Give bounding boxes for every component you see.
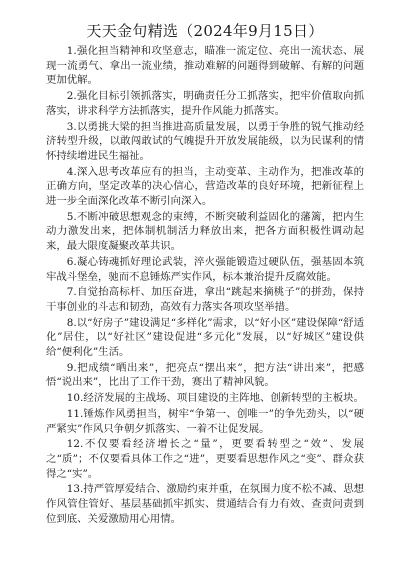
quote-item: 2.强化目标引领抓落实，明确责任分工抓落实，把牢价值取向抓落实，讲求科学方法抓落实，提升作风能力抓落实。 — [46, 90, 364, 117]
quote-item: 6.凝心铸魂抓好理论武装，淬火强能锻造过硬队伍，强基固本筑牢战斗堡垒，驰而不息锤炼严实作风，标本兼治提升反腐效能。 — [46, 255, 364, 283]
quote-item: 5.不断冲破思想观念的束缚，不断突破利益固化的藩篱，把内生动力激发出来，把体制机制活力释放出来，把各方面积极性调动起来，最大限度凝聚改革共识。 — [46, 210, 364, 253]
quote-item: 8.以“好房子”建设满足“多样化”需求，以“好小区”建设保障“舒适化”居住，以“好社区”建设促进“多元化”发展，以“好城区”建设供给“便利化”生活。 — [46, 316, 364, 359]
quote-item: 11.锤炼作风勇担当，树牢“争第一、创唯一”的争先劲头，以“硬严紧实”作风只争朝夕抓落实、一着不让促发展。 — [46, 407, 364, 435]
quote-item: 13.持严管厚爱结合、激励约束并重，在氛围力度不松不减、思想作风管住管好、基层基础抓牢抓实、贯通结合有力有效、查责问责到位到底、关爱激励用心用情。 — [46, 483, 364, 525]
quote-item: 4.深入思考改革应有的担当，主动变革、主动作为，把准改革的正确方向，坚定改革的决心信心，营造改革的良好环境，把新征程上进一步全面深化改革不断引向深入。 — [46, 165, 364, 208]
quote-item: 3.以勇挑大梁的担当推进高质量发展，以勇于争胜的锐气推动经济转型升级，以敢闯敢试的气魄提升开放发展能级，以为民谋利的情怀持续增进民生福祉。 — [46, 120, 364, 162]
quote-item: 12.不仅要看经济增长之“量”，更要看转型之“效”、发展之“质”；不仅要看具体工作之“进”，更要看思想作风之“变”、群众获得之“实”。 — [46, 438, 364, 480]
quote-item: 10.经济发展的主战场、项目建设的主阵地、创新转型的主板块。 — [66, 392, 364, 405]
document-title: 天天金句精选（2024年9月15日） — [86, 22, 324, 40]
quote-item: 7.自觉抬高标杆、加压奋进，拿出“跳起来摘桃子”的拼劲，保持干事创业的斗志和韧劲，高效有力落实各项攻坚举措。 — [46, 286, 364, 313]
quote-item: 9.把成绩“晒出来”，把亮点“摆出来”，把方法“讲出来”，把感悟“说出来”，比出了工作干劲，赛出了精神风貌。 — [46, 361, 364, 389]
quote-list — [46, 44, 364, 527]
quote-item: 1.强化担当精神和攻坚意志，瞄准一流定位、亮出一流状态、展现一流勇气、拿出一流业绩，推动难解的问题得到破解、有解的问题更加优解。 — [46, 45, 364, 87]
